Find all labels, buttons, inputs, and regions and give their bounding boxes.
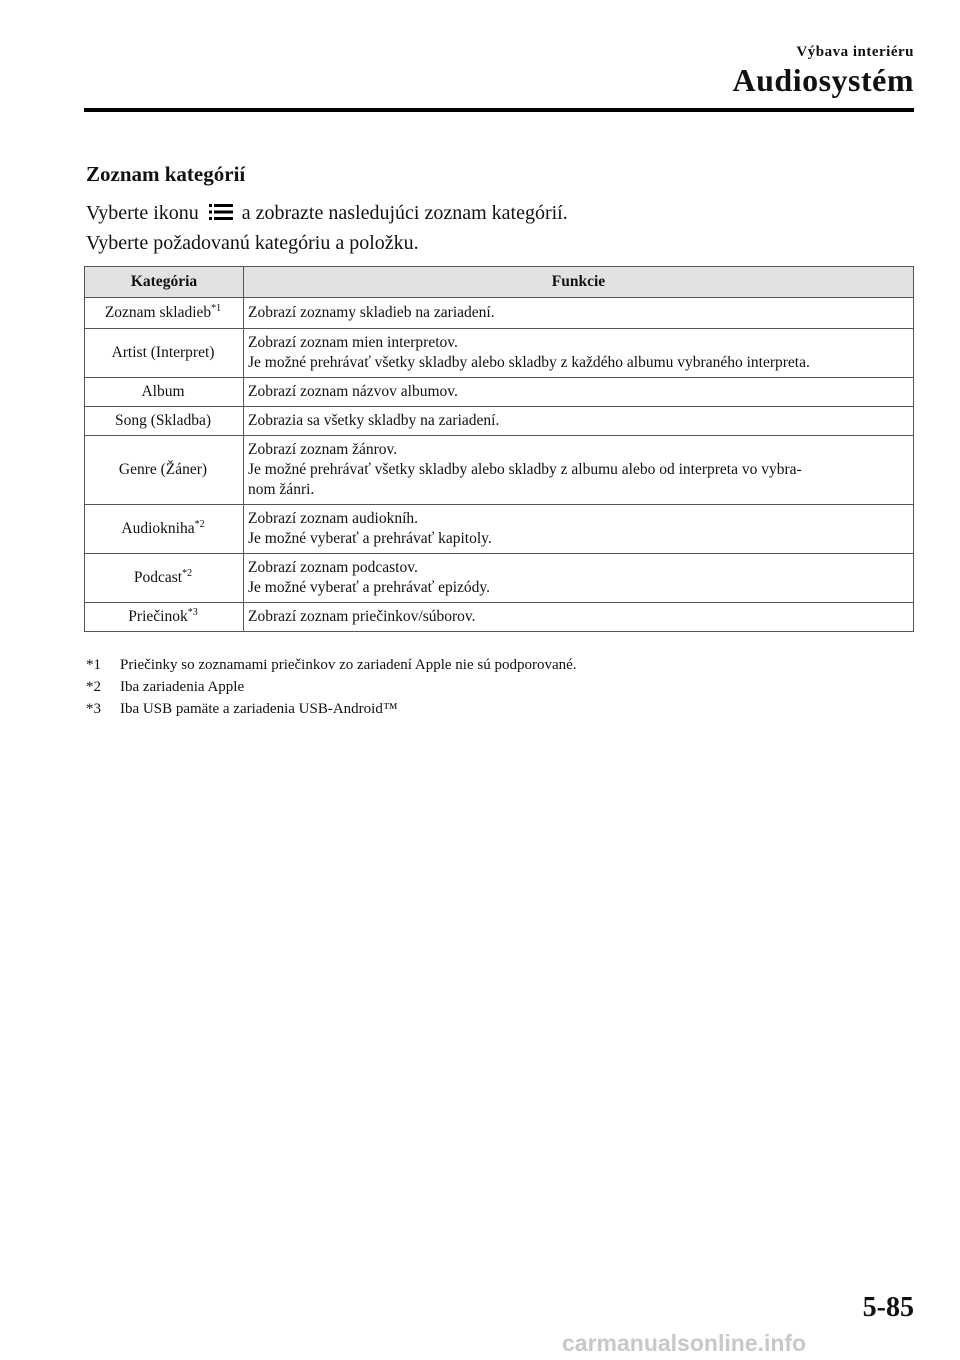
column-header-category: Kategória: [85, 267, 244, 298]
category-name: Podcast: [133, 569, 183, 586]
page-title: Audiosystém: [732, 62, 914, 98]
intro-line-2: Vyberte požadovanú kategóriu a položku.: [86, 232, 419, 254]
category-cell: [85, 554, 244, 603]
page-number: 5-85: [862, 1292, 914, 1323]
table-header-row: [85, 267, 914, 298]
category-name: Genre (Žáner): [118, 461, 208, 478]
footnote: [86, 654, 577, 676]
function-cell: [244, 298, 914, 329]
function-line: Zobrazí zoznamy skladieb na zariadení.: [248, 304, 495, 321]
category-table: [84, 266, 914, 632]
intro-line-1: [86, 198, 568, 228]
list-icon: [208, 203, 234, 221]
footnote-marker: *3: [86, 701, 101, 717]
function-cell: [244, 378, 914, 407]
function-line: Je možné vyberať a prehrávať epizódy.: [248, 579, 491, 596]
footnote-text: Iba zariadenia Apple: [120, 679, 245, 695]
category-name: Priečinok: [128, 608, 188, 625]
table-row: [85, 407, 914, 436]
table-row: [85, 298, 914, 329]
function-line: Je možné prehrávať všetky skladby alebo skladby z každého albumu vybraného interpreta.: [248, 354, 810, 371]
category-name: Audiokniha: [121, 520, 195, 537]
watermark[interactable]: carmanualsonline.info: [562, 1330, 807, 1356]
footnote-mark: *2: [194, 518, 205, 530]
intro-line-1-start: Vyberte ikonu: [86, 202, 199, 224]
table-row: [85, 505, 914, 554]
category-cell: [85, 603, 244, 632]
function-line: Zobrazí zoznam mien interpretov.: [248, 334, 458, 351]
table-row: [85, 603, 914, 632]
category-cell: [85, 378, 244, 407]
footnote-marker: *1: [86, 657, 101, 673]
category-name: Album: [141, 383, 185, 400]
function-line: Zobrazí zoznam audiokníh.: [248, 510, 419, 527]
function-cell: [244, 603, 914, 632]
intro-text: [86, 198, 568, 258]
category-cell: [85, 436, 244, 505]
header-rule: [84, 108, 914, 112]
function-cell: [244, 407, 914, 436]
function-cell: [244, 329, 914, 378]
category-cell: [85, 407, 244, 436]
footnotes: [86, 654, 577, 720]
intro-line-1-end: a zobrazte nasledujúci zoznam kategórií.: [241, 202, 568, 224]
category-name: Song (Skladba): [114, 412, 211, 429]
table-row: [85, 329, 914, 378]
table-row: [85, 378, 914, 407]
function-cell: [244, 554, 914, 603]
footnote-mark: *1: [211, 302, 222, 314]
function-line: Je možné prehrávať všetky skladby alebo skladby z albumu alebo od interpreta vo vybra-: [248, 461, 802, 478]
category-name: Artist (Interpret): [111, 344, 215, 361]
footnote: [86, 698, 577, 720]
function-line: nom žánri.: [248, 481, 315, 498]
table-row: [85, 554, 914, 603]
footnote-text: Priečinky so zoznamami priečinkov zo zariadení Apple nie sú podporované.: [120, 657, 577, 673]
footnote: [86, 676, 577, 698]
function-cell: [244, 505, 914, 554]
footnote-mark: *2: [182, 567, 193, 579]
function-line: Zobrazia sa všetky skladby na zariadení.: [248, 412, 500, 429]
function-line: Zobrazí zoznam priečinkov/súborov.: [248, 608, 476, 625]
footnote-marker: *2: [86, 679, 101, 695]
category-cell: [85, 329, 244, 378]
category-name: Zoznam skladieb: [104, 304, 212, 321]
category-cell: [85, 298, 244, 329]
function-line: Zobrazí zoznam názvov albumov.: [248, 383, 458, 400]
function-line: Zobrazí zoznam podcastov.: [248, 559, 418, 576]
category-cell: [85, 505, 244, 554]
footnote-mark: *3: [187, 606, 198, 618]
table-row: [85, 436, 914, 505]
function-cell: [244, 436, 914, 505]
function-line: Zobrazí zoznam žánrov.: [248, 441, 398, 458]
footnote-text: Iba USB pamäte a zariadenia USB-Android™: [120, 701, 398, 717]
column-header-functions: Funkcie: [244, 267, 914, 298]
section-label: Výbava interiéru: [796, 44, 914, 60]
function-line: Je možné vyberať a prehrávať kapitoly.: [248, 530, 492, 547]
section-heading: Zoznam kategórií: [86, 162, 246, 186]
